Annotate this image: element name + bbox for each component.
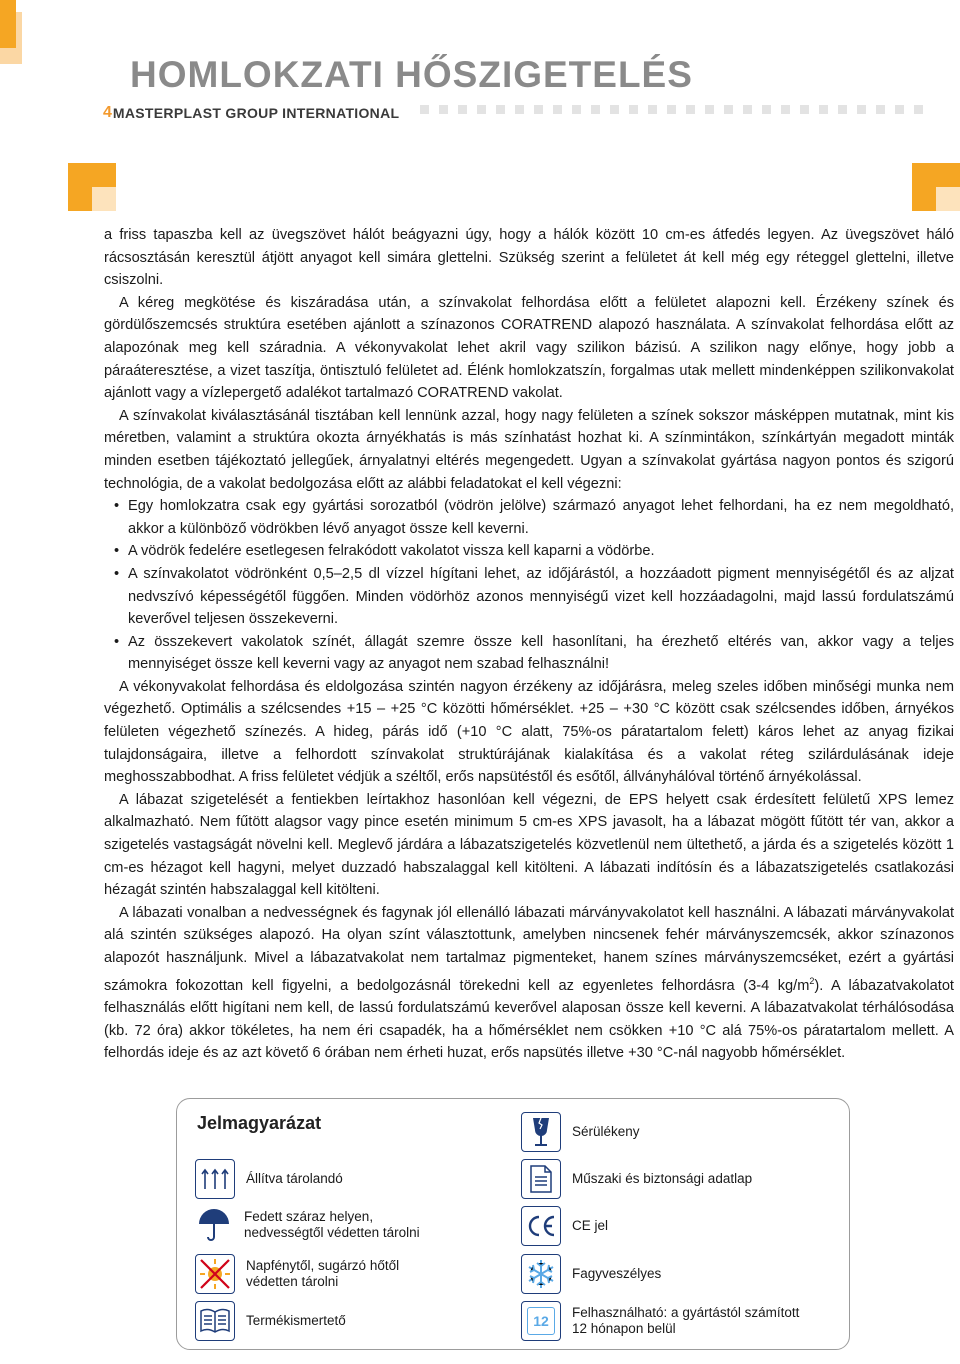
paragraph: A vékonyvakolat felhordása és eldolgozása szintén nagyon érzékeny az időjárásra, meleg szeles időben minőségi munka nem végezhető. Optimális a szélcsendes +15 – +25 °C közötti hőmérséklet. +25 – +30 °C között csak szélcsendes időben, árnyékos felületen végezhető színezés. A hideg, párás idő (+10 °C alatt, 75%-os páratartalom felett) káros lehet az anyag fizikai tulajdonságaira, illetve a felhordott színvakolat struktúrájának kialakítása és a vakolat réteg szilárdulásának ideje meghosszabbodhat. A friss felületet védjük a széltől, erős napsütéstől és esőtől, állványhálóval történő árnyékolással. [104,678,954,786]
shelf-life-12-icon [521,1301,561,1341]
paragraph: A színvakolat kiválasztásánál tisztában kell lennünk azzal, hogy nagy felületen a színek sokszor másképpen mutatnak, mint kis méretben, valamint a struktúra okozta árnyékhatás is más színhatást hozhat ki. A színmintákon, színkártyán megadott minták minden esetben tájékoztató jellegűek, árnyalatnyi eltérés megengedett. Ugyan a színvakolat gyártása nagyon pontos és szigorú technológia, de a vakolat bedolgozása előtt az alábbi feladatokat el kell végezni: [104,407,954,492]
legend-label: Fagyveszélyes [572,1266,662,1281]
legend-label: Felhasználható: a gyártástól számított 12 hónapon belül [572,1305,800,1336]
legend-label: Sérülékeny [572,1124,640,1139]
legend-label: Napfénytől, sugárzó hőtől védetten tárolni [246,1258,400,1289]
paragraph: A kéreg megkötése és kiszáradása után, a színvakolat felhordása előtt a felületet alapozni kell. Érzékeny színek és gördülőszemcsés struktúra esetében ajánlott a színazonos CORATREND alapozó használata. A színvakolat felhordása előtt az alapozónak meg kell száradnia. A vékonyvakolat lehet akril vagy szilikon bázisú. A szilikon nagy előnye, hogy jobb a páraáteresztése, a vizet taszítja, öntisztuló felületet ad. Élénk homlokzatszín, forgalmas utak mellett mindenképpen szilikonvakolat ajánlott vagy a vízlepergető adalékot tartalmazó CORATREND vakolat. [104,294,954,402]
legend-label: Állítva tárolandó [246,1171,343,1186]
bullet-item: • A vödrök fedelére esetlegesen felrakódott vakolatot vissza kell kaparni a vödörbe. [104,540,954,563]
bullet-list [104,495,954,676]
legend-item-ce [521,1206,608,1246]
datasheet-icon [521,1159,561,1199]
legend-item-fragile [521,1112,640,1152]
legend-label: Fedett száraz helyen, nedvességtől védetten tárolni [244,1209,420,1240]
legend-box [176,1098,850,1350]
header-subtitle-row [103,102,399,124]
legend-item-product-info [195,1301,346,1341]
book-icon [195,1301,235,1341]
bullet-item: • Az összekevert vakolatok színét, állagát szemre össze kell hasonlítani, ha érezhető eltérés van, akkor vagy a teljes mennyiséget össze kell keverni vagy az anyagot nem szabad felhasználni! [104,631,954,676]
snowflake-icon [521,1254,561,1294]
bullet-item: • Egy homlokzatra csak egy gyártási sorozatból (vödrön jelölve) származó anyagot lehet felhordani, ha ez nem megoldható, akkor a különböző vödrökben lévő anyagot össze kell keverni. [104,495,954,540]
paragraph: A lábazat szigetelését a fentiekben leírtakhoz hasonlóan kell végezni, de EPS helyett csak érdesített felületű XPS lemez alkalmazható. Nem fűtött alagsor vagy pince esetén minimum 5 cm-es XPS javasolt, ha a lábazat mögött fűtött tér van, akkor a szigetelés vastagságát növelni kell. Meglevő járdára a lábazatszigetelés közvetlenül nem ültethető, a járda és a szigetelés között 1 cm-es hézagot kell hagyni, melyet duzzadó habszalaggal kell kitölteni. A lábazati indítósín és a lábazatszigetelés csatlakozási hézagát szintén habszalaggal kell kitölteni. [104,791,954,899]
shelf-life-badge: 12 [527,1307,555,1335]
company-name: MASTERPLAST GROUP INTERNATIONAL [112,105,400,121]
legend-label: Termékismertető [246,1313,346,1328]
corner-accent-top-left [0,0,16,48]
arrows-up-icon [195,1159,235,1199]
paragraph: a friss tapaszba kell az üvegszövet hálót beágyazni úgy, hogy a hálók között 10 cm-es átfedés legyen. Az üvegszövet háló rácsosztásán keresztül átjött anyagot kell simára glettelni. Szükség szerint a felületet át kell még egy réteggel glettelni, illetve csiszolni. [104,227,954,289]
legend-item-upright [195,1159,343,1199]
bullet-item: • A színvakolatot vödrönként 0,5–2,5 dl vízzel hígítani lehet, az időjárástól, a hozzáadott pigment mennyiségétől és az aljzat nedvszívó képességétől függően. Minden vödörhöz azonos mennyiségű vizet kell hozzáadagolni, majd lassú fordulatszámú keverővel teljesen összekeverni. [104,563,954,631]
legend-item-no-sun [195,1254,399,1294]
legend-label: Műszaki és biztonsági adatlap [572,1171,753,1186]
paragraph-part: A lábazati vonalban a nedvességnek és fagynak jól ellenálló lábazati márványvakolatot kell használni. A lábazati márványvakolat alá szintén szükséges alapozó. Ha olyan színt választottunk, amelyben nincsenek fehér márványszemcsék, akkor színazonos alapozót használjunk. Mivel a lábazatvakolat nem tartalmaz pigmenteket, hanem színes márványszemcséket, ezért a gyártási számokra fokozottan kell figyelni, a bedolgozásnál törekedni kell az egyenletes felhordásra (3-4 kg/m [104,904,954,994]
legend-label: CE jel [572,1218,609,1233]
body-text [104,224,954,1065]
no-sun-icon [195,1254,235,1294]
side-accent-left-inner [92,187,116,211]
side-accent-right-inner [936,187,960,211]
legend-title: Jelmagyarázat [197,1113,322,1133]
legend-item-dry [195,1206,420,1244]
superscript: 2 [809,975,815,986]
paragraph-part: ). A lábazatvakolatot felhasználás előtt higítani nem kell, de lassú fordulatszámú keverővel alaposan össze kell keverni. A lábazatvakolat térhálósodása (kb. 72 óra) akkor tökéletes, ha nem éri csapadék, ha a hőmérséklet nem csökken +10 °C alá 75%-os páratartalom mellett. A felhordás ideje és az azt követő 6 órában nem érheti huzat, erős napsütés illetve +30 °C-nál nagyobb hőmérséklet. [104,977,954,1062]
legend-item-shelf-life [521,1301,799,1341]
page-number: 4 [103,104,112,121]
legend-item-frost [521,1254,661,1294]
page-title: HOMLOKZATI HŐSZIGETELÉS [130,54,693,95]
decorative-dot-strip [420,105,923,114]
umbrella-icon [195,1206,233,1244]
ce-mark-icon [521,1206,561,1246]
paragraph [104,902,954,1065]
fragile-glass-icon [521,1112,561,1152]
legend-item-datasheet [521,1159,752,1199]
